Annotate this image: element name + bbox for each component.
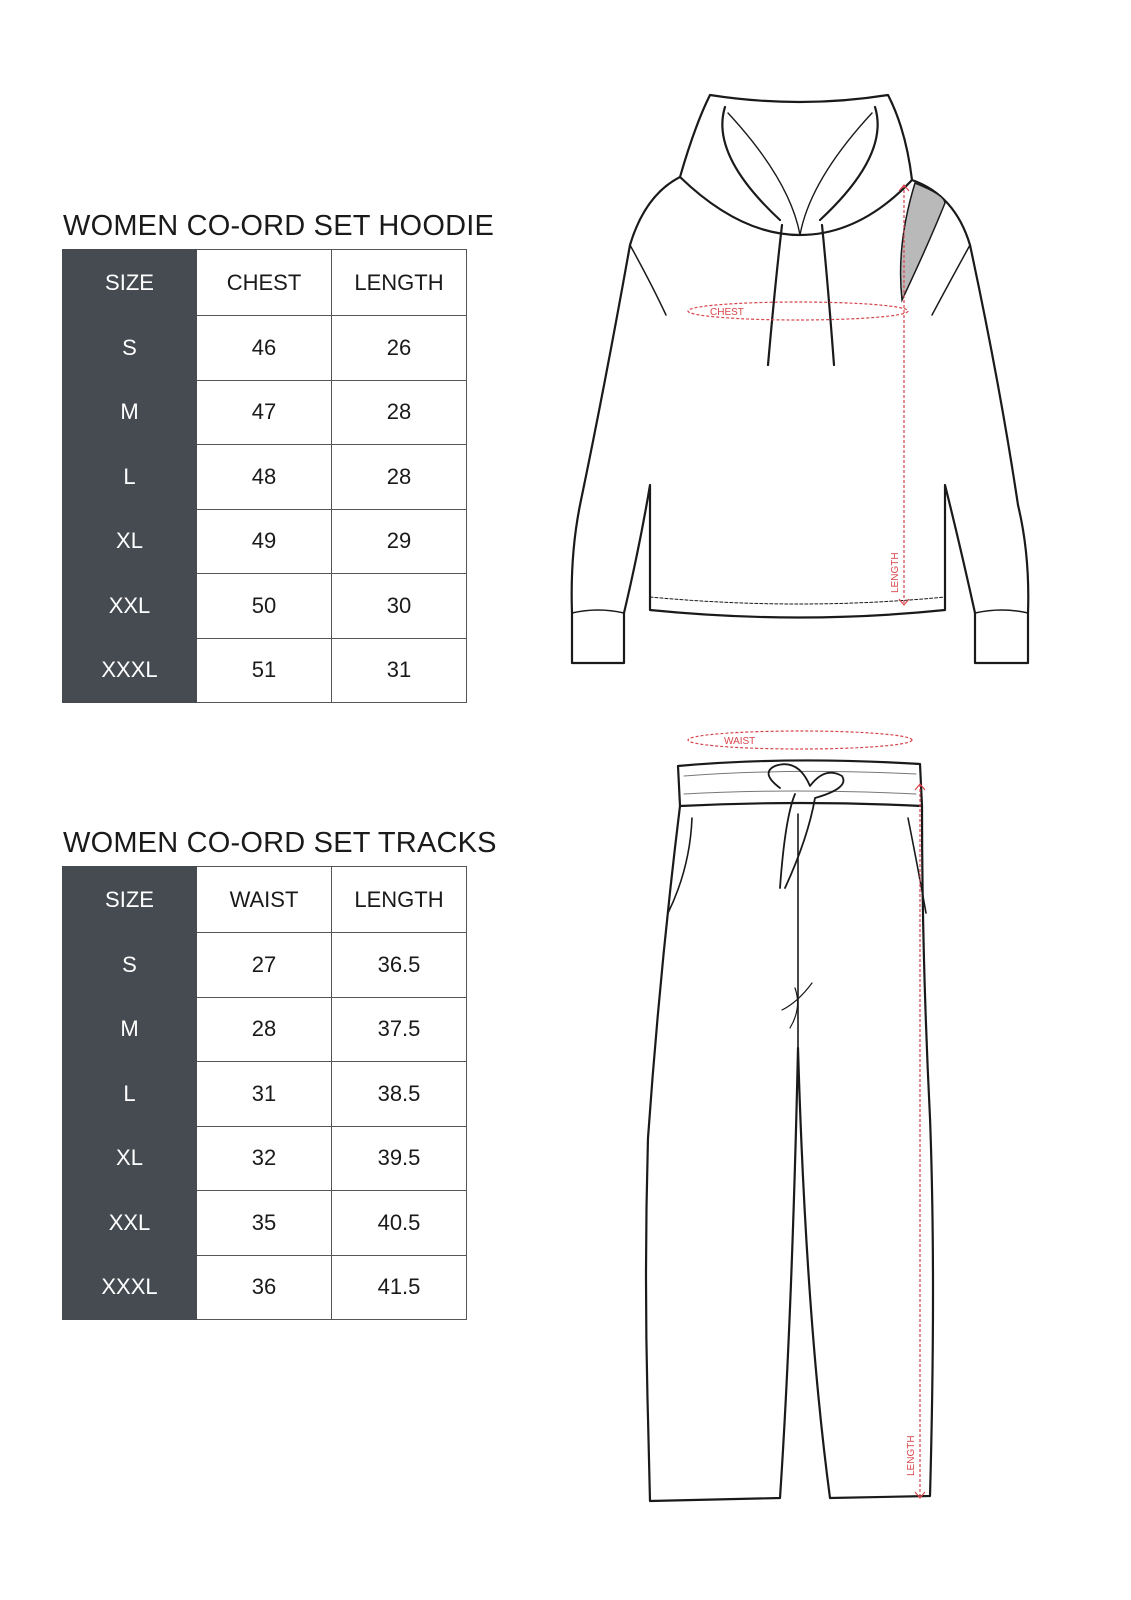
- size-cell: M: [63, 380, 197, 445]
- length-cell: 38.5: [332, 1062, 467, 1127]
- chest-annotation: CHEST: [710, 307, 744, 318]
- chest-cell: 48: [197, 445, 332, 510]
- header-waist: WAIST: [197, 867, 332, 933]
- hoodie-chart-title: WOMEN CO-ORD SET HOODIE: [63, 210, 495, 242]
- tracks-size-table: [62, 866, 467, 1320]
- length-cell: 41.5: [332, 1255, 467, 1320]
- size-cell: XXL: [63, 1191, 197, 1256]
- header-size: SIZE: [63, 250, 197, 316]
- size-cell: XL: [63, 509, 197, 574]
- header-length: LENGTH: [332, 867, 467, 933]
- hoodie-size-table: [62, 249, 467, 703]
- hoodie-length-annotation: LENGTH: [890, 552, 901, 593]
- size-cell: L: [63, 1062, 197, 1127]
- length-cell: 26: [332, 316, 467, 381]
- hoodie-size-chart: [62, 210, 494, 703]
- track-pants-diagram-icon: [630, 718, 950, 1518]
- length-cell: 29: [332, 509, 467, 574]
- tracks-size-chart: [62, 827, 497, 1320]
- length-cell: 31: [332, 638, 467, 703]
- table-row: [63, 1126, 467, 1191]
- chest-cell: 51: [197, 638, 332, 703]
- waist-cell: 31: [197, 1062, 332, 1127]
- table-row: [63, 509, 467, 574]
- table-row: [63, 316, 467, 381]
- chest-cell: 50: [197, 574, 332, 639]
- header-size: SIZE: [63, 867, 197, 933]
- header-chest: CHEST: [197, 250, 332, 316]
- table-row: [63, 1062, 467, 1127]
- table-row: [63, 997, 467, 1062]
- length-cell: 40.5: [332, 1191, 467, 1256]
- table-row: [63, 1191, 467, 1256]
- size-cell: XXXL: [63, 1255, 197, 1320]
- waist-cell: 36: [197, 1255, 332, 1320]
- table-row: [63, 1255, 467, 1320]
- header-length: LENGTH: [332, 250, 467, 316]
- table-row: [63, 445, 467, 510]
- tracks-chart-title: WOMEN CO-ORD SET TRACKS: [63, 827, 497, 859]
- waist-cell: 32: [197, 1126, 332, 1191]
- table-row: [63, 933, 467, 998]
- pants-length-annotation: LENGTH: [906, 1435, 917, 1476]
- length-cell: 37.5: [332, 997, 467, 1062]
- waist-cell: 28: [197, 997, 332, 1062]
- size-cell: M: [63, 997, 197, 1062]
- length-cell: 39.5: [332, 1126, 467, 1191]
- length-cell: 28: [332, 445, 467, 510]
- size-cell: S: [63, 933, 197, 998]
- table-row: [63, 380, 467, 445]
- size-cell: XXXL: [63, 638, 197, 703]
- waist-annotation: WAIST: [724, 736, 756, 747]
- chest-cell: 49: [197, 509, 332, 574]
- size-cell: L: [63, 445, 197, 510]
- size-cell: XL: [63, 1126, 197, 1191]
- length-cell: 30: [332, 574, 467, 639]
- waist-cell: 35: [197, 1191, 332, 1256]
- table-row: [63, 638, 467, 703]
- table-header-row: [63, 250, 467, 316]
- table-row: [63, 574, 467, 639]
- size-cell: XXL: [63, 574, 197, 639]
- length-cell: 36.5: [332, 933, 467, 998]
- chest-cell: 47: [197, 380, 332, 445]
- hoodie-diagram-icon: [560, 85, 1050, 685]
- waist-cell: 27: [197, 933, 332, 998]
- size-cell: S: [63, 316, 197, 381]
- chest-cell: 46: [197, 316, 332, 381]
- length-cell: 28: [332, 380, 467, 445]
- table-header-row: [63, 867, 467, 933]
